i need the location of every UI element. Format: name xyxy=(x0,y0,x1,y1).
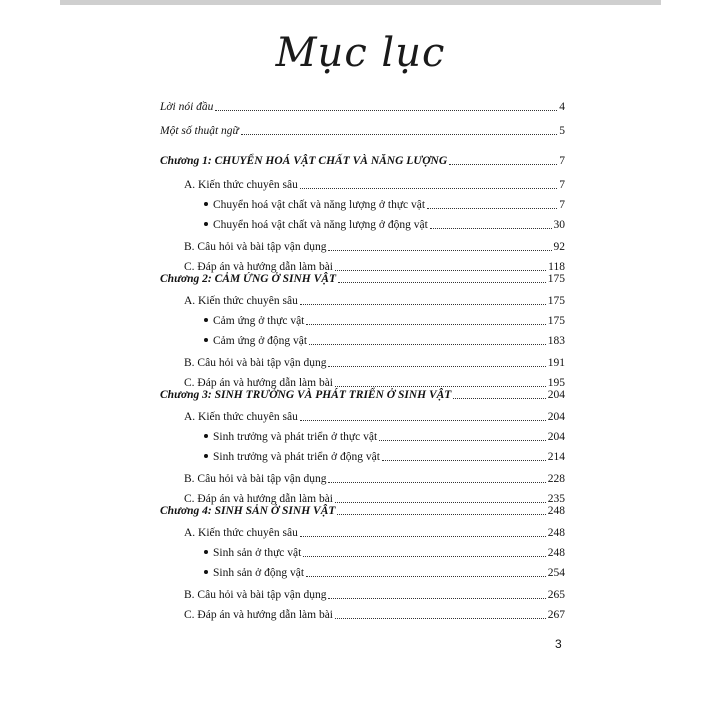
toc-entry-text: B. Câu hỏi và bài tập vận dụng xyxy=(184,357,327,369)
toc-entry-label xyxy=(160,154,447,168)
toc-entry-page: 214 xyxy=(547,451,565,463)
toc-entry xyxy=(204,310,565,328)
bullet-icon xyxy=(204,202,208,206)
toc-entry-page: 183 xyxy=(547,335,565,347)
toc-entry-text: Chuyển hoá vật chất và năng lượng ở thực vật xyxy=(213,199,426,211)
bullet-icon xyxy=(204,222,208,226)
toc-entry-text: B. Câu hỏi và bài tập vận dụng xyxy=(184,241,327,253)
dot-leader xyxy=(382,460,546,461)
dot-leader xyxy=(338,282,546,283)
toc-entry-text: B. Câu hỏi và bài tập vận dụng xyxy=(184,589,327,601)
dot-leader xyxy=(300,304,546,305)
dot-leader xyxy=(449,164,557,165)
toc-entry xyxy=(204,446,565,464)
toc-entry-label xyxy=(184,588,326,602)
toc-entry-page: 175 xyxy=(547,315,565,327)
toc-entry-page: 248 xyxy=(547,547,565,559)
toc-entry-page: 7 xyxy=(559,199,565,211)
dot-leader xyxy=(427,208,557,209)
toc-entry-label xyxy=(204,566,304,580)
page-number: 3 xyxy=(555,637,562,651)
toc-entry xyxy=(184,604,565,622)
toc-entry-page: 5 xyxy=(559,125,565,137)
bullet-icon xyxy=(204,550,208,554)
toc-entry-page: 204 xyxy=(547,389,565,401)
toc-entry-text: C. Đáp án và hướng dẫn làm bài xyxy=(184,493,334,505)
page-title: Mục lục xyxy=(275,30,446,76)
dot-leader xyxy=(379,440,546,441)
toc-entry-text: Cảm ứng ở thực vật xyxy=(213,315,305,327)
dot-leader xyxy=(430,228,552,229)
toc-entry-text: A. Kiến thức chuyên sâu xyxy=(184,411,298,423)
toc-entry-page: 248 xyxy=(547,527,565,539)
bullet-icon xyxy=(204,570,208,574)
toc-entry xyxy=(204,214,565,232)
toc-entry-label xyxy=(184,240,326,254)
dot-leader xyxy=(309,344,546,345)
toc-entry xyxy=(184,406,565,424)
toc-entry-text: Chương 3: SINH TRƯỞNG VÀ PHÁT TRIỂN Ở SINH VẬT xyxy=(160,389,452,401)
toc-entry xyxy=(184,290,565,308)
toc-entry xyxy=(184,584,565,602)
bullet-icon xyxy=(204,434,208,438)
dot-leader xyxy=(328,366,545,367)
toc-entry-label xyxy=(184,526,298,540)
toc-entry-label xyxy=(184,294,298,308)
toc-chapter-entry xyxy=(160,384,565,402)
toc-entry-page: 92 xyxy=(553,241,565,253)
toc-entry-page: 7 xyxy=(559,179,565,191)
toc-entry-page: 191 xyxy=(547,357,565,369)
toc-entry-page: 265 xyxy=(547,589,565,601)
toc-entry-label xyxy=(204,334,307,348)
toc-entry-label xyxy=(160,504,335,518)
toc-entry xyxy=(184,236,565,254)
dot-leader xyxy=(300,420,546,421)
toc-entry-label xyxy=(184,178,298,192)
toc-entry xyxy=(160,120,565,138)
toc-entry-label xyxy=(204,450,380,464)
dot-leader xyxy=(337,514,545,515)
toc-entry xyxy=(184,174,565,192)
dot-leader xyxy=(328,482,545,483)
toc-entry-page: 175 xyxy=(547,273,565,285)
toc-entry xyxy=(184,352,565,370)
toc-entry-page: 195 xyxy=(547,377,565,389)
toc-entry-text: Lời nói đầu xyxy=(160,101,214,113)
toc-entry-label xyxy=(160,100,213,114)
toc-entry-label xyxy=(184,608,333,622)
toc-chapter-entry xyxy=(160,150,565,168)
toc-entry-text: Một số thuật ngữ xyxy=(160,125,239,137)
toc-entry-label xyxy=(204,198,425,212)
toc-entry-page: 118 xyxy=(548,261,565,273)
toc-entry-text: Chương 4: SINH SẢN Ở SINH VẬT xyxy=(160,505,336,517)
dot-leader xyxy=(335,618,546,619)
toc-entry-text: C. Đáp án và hướng dẫn làm bài xyxy=(184,609,334,621)
toc-entry-page: 254 xyxy=(547,567,565,579)
dot-leader xyxy=(303,556,545,557)
dot-leader xyxy=(328,250,551,251)
toc-entry-label xyxy=(204,430,377,444)
toc-chapter-entry xyxy=(160,500,565,518)
toc-entry-text: Sinh sản ở thực vật xyxy=(213,547,302,559)
toc-entry-page: 235 xyxy=(547,493,565,505)
bullet-icon xyxy=(204,318,208,322)
toc-entry-text: A. Kiến thức chuyên sâu xyxy=(184,295,298,307)
toc-entry-text: Chương 2: CẢM ỨNG Ở SINH VẬT xyxy=(160,273,336,285)
bullet-icon xyxy=(204,338,208,342)
dot-leader xyxy=(453,398,545,399)
toc-entry-page: 175 xyxy=(547,295,565,307)
toc-entry-label xyxy=(160,388,451,402)
dot-leader xyxy=(241,134,557,135)
toc-entry-label xyxy=(184,472,326,486)
toc-entry-text: Cảm ứng ở động vật xyxy=(213,335,308,347)
dot-leader xyxy=(215,110,557,111)
toc-entry-text: B. Câu hỏi và bài tập vận dụng xyxy=(184,473,327,485)
toc-entry-text: C. Đáp án và hướng dẫn làm bài xyxy=(184,261,334,273)
dot-leader xyxy=(300,188,557,189)
dot-leader xyxy=(328,598,545,599)
toc-entry-text: Sinh trưởng và phát triển ở động vật xyxy=(213,451,380,463)
toc-entry-text: Sinh sản ở động vật xyxy=(213,567,305,579)
toc-entry-page: 30 xyxy=(553,219,565,231)
toc-entry-text: A. Kiến thức chuyên sâu xyxy=(184,179,298,191)
toc-chapter-entry xyxy=(160,268,565,286)
toc-entry-page: 4 xyxy=(559,101,565,113)
toc-entry-text: Chương 1: CHUYỂN HOÁ VẬT CHẤT VÀ NĂNG LƯỢNG xyxy=(160,155,448,167)
toc-entry-page: 204 xyxy=(547,431,565,443)
toc-entry xyxy=(184,468,565,486)
toc-entry-label xyxy=(160,124,239,138)
toc-entry xyxy=(204,562,565,580)
toc-entry xyxy=(204,330,565,348)
dot-leader xyxy=(306,576,546,577)
toc-entry-label xyxy=(160,272,336,286)
page-top-edge xyxy=(60,0,661,5)
toc-entry-label xyxy=(184,356,326,370)
toc-entry-label xyxy=(204,546,301,560)
toc-entry-page: 7 xyxy=(559,155,565,167)
dot-leader xyxy=(300,536,546,537)
toc-entry xyxy=(204,194,565,212)
toc-entry xyxy=(184,522,565,540)
toc-entry-page: 204 xyxy=(547,411,565,423)
toc-entry-page: 228 xyxy=(547,473,565,485)
toc-entry xyxy=(160,96,565,114)
toc-entry-page: 248 xyxy=(547,505,565,517)
toc-entry xyxy=(204,542,565,560)
dot-leader xyxy=(306,324,545,325)
toc-entry-text: Sinh trưởng và phát triển ở thực vật xyxy=(213,431,378,443)
toc-entry-page: 267 xyxy=(547,609,565,621)
bullet-icon xyxy=(204,454,208,458)
toc-entry-text: A. Kiến thức chuyên sâu xyxy=(184,527,298,539)
toc-entry-label xyxy=(204,218,428,232)
toc-entry-text: Chuyển hoá vật chất và năng lượng ở động vật xyxy=(213,219,428,231)
toc-entry-label xyxy=(204,314,304,328)
toc-entry-text: C. Đáp án và hướng dẫn làm bài xyxy=(184,377,334,389)
toc-entry-label xyxy=(184,410,298,424)
toc-entry xyxy=(204,426,565,444)
